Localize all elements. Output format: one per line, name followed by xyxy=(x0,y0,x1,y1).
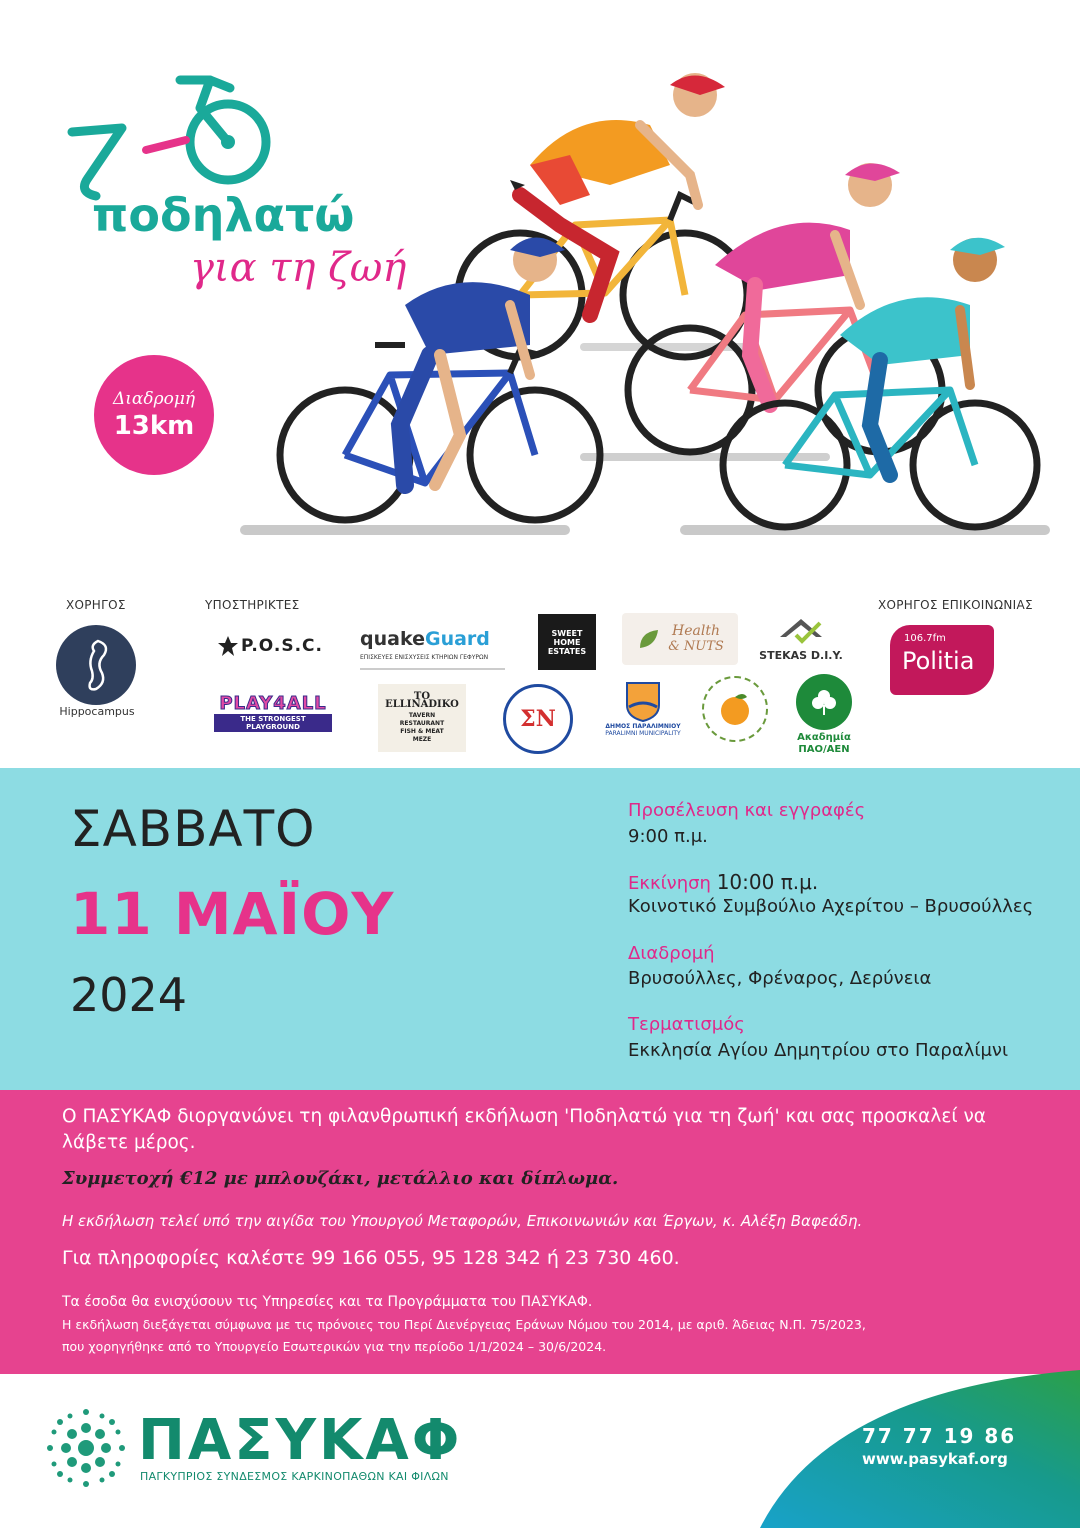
hippocampus-label: Hippocampus xyxy=(59,705,135,718)
paralimni-municipality-logo xyxy=(598,675,688,743)
ellinadiko-line-3: FISH & MEAT xyxy=(400,727,444,735)
event-date: 11 ΜΑΪΟΥ xyxy=(70,880,395,948)
footer-website-link[interactable]: www.pasykaf.org xyxy=(862,1450,1008,1468)
legal-note-1: Η εκδήλωση διεξάγεται σύμφωνα με τις πρόνοιες του Περί Διενέργειας Εράνων Νόμου του 2014, με αριθ. Άδειας Ν.Π. 75/2023, xyxy=(62,1317,866,1332)
route-badge-label: Διαδρομή xyxy=(112,389,196,409)
shamrock-icon xyxy=(809,687,839,717)
ellinadiko-line-1: TAVERN xyxy=(408,711,436,719)
event-intro: Ο ΠΑΣΥΚΑΦ διοργανώνει τη φιλανθρωπική εκδήλωση 'Ποδηλατώ για τη ζωή' και σας προσκαλεί να λάβετε μέρος. xyxy=(62,1106,986,1153)
house-icon xyxy=(776,617,826,649)
pao-line-2: ΠΑΟ/ΑΕΝ xyxy=(798,744,850,755)
auspices-note: Η εκδήλωση τελεί υπό την αιγίδα του Υπουργού Μεταφορών, Επικοινωνιών και Έργων, κ. Αλέξη Βαφεάδη. xyxy=(62,1212,863,1230)
pao-academy-logo xyxy=(796,674,852,730)
orange-seal-logo xyxy=(702,676,768,742)
ellinadiko-logo xyxy=(378,684,466,752)
nuts-text: & NUTS xyxy=(668,639,724,654)
hippocampus-logo xyxy=(56,625,136,705)
logo-tagline: για τη ζωή xyxy=(190,245,407,291)
posc-text: P.O.S.C. xyxy=(241,636,323,656)
route-heading: Διαδρομή xyxy=(628,943,715,964)
start-time: 10:00 π.μ. xyxy=(716,870,819,894)
politia-logo xyxy=(890,625,994,695)
pasykaf-brand: ΠΑΣΥΚΑΦ xyxy=(138,1408,463,1473)
sweet-home-line-3: ESTATES xyxy=(547,646,587,656)
main-sponsor-label: ΧΟΡΗΓΟΣ xyxy=(66,598,126,612)
ellinadiko-line-4: MEZE xyxy=(412,735,432,743)
quakeguard-logo xyxy=(360,628,505,670)
star-icon xyxy=(217,635,239,657)
media-sponsor-label: ΧΟΡΗΓΟΣ ΕΠΙΚΟΙΝΩΝΙΑΣ xyxy=(878,598,1033,612)
finish-location: Εκκλησία Αγίου Δημητρίου στο Παραλίμνι xyxy=(628,1040,1009,1061)
pasykaf-full-name: ΠΑΓΚΥΠΡΙΟΣ ΣΥΝΔΕΣΜΟΣ ΚΑΡΚΙΝΟΠΑΘΩΝ ΚΑΙ ΦΙΛΩΝ xyxy=(140,1470,449,1483)
quakeguard-text-b: Guard xyxy=(424,628,490,650)
play4all-logo xyxy=(214,690,332,734)
legal-note-2: που χορηγήθηκε από το Υπουργείο Εσωτερικών για την περίοδο 1/1/2024 – 30/6/2024. xyxy=(62,1339,607,1354)
stekas-text: STEKAS D.I.Y. xyxy=(759,648,843,662)
arrival-heading: Προσέλευση και εγγραφές xyxy=(628,800,866,821)
posc-logo xyxy=(210,628,330,664)
event-day: ΣΑΒΒΑΤΟ xyxy=(70,800,316,858)
health-text: Health xyxy=(672,623,720,639)
supporters-label: ΥΠΟΣΤΗΡΙΚΤΕΣ xyxy=(205,598,300,612)
route-villages: Βρυσούλλες, Φρέναρος, Δερύνεια xyxy=(628,968,932,989)
pasykaf-emblem-icon xyxy=(40,1402,132,1494)
pao-academy-label xyxy=(788,732,860,756)
route-badge-distance: 13km xyxy=(113,411,195,441)
sn-club-text: ΣΝ xyxy=(520,706,556,732)
rider-blue xyxy=(280,238,600,521)
pao-line-1: Ακαδημία xyxy=(797,732,851,743)
ellinadiko-line-2: RESTAURANT xyxy=(399,719,445,727)
sweet-home-line-1: SWEET xyxy=(551,628,583,638)
seahorse-icon xyxy=(76,637,116,693)
play4all-sub: THE STRONGEST PLAYGROUND xyxy=(214,714,332,732)
arrival-time: 9:00 π.μ. xyxy=(628,826,708,847)
cyclists-illustration xyxy=(230,55,1060,545)
paralimni-gr: ΔΗΜΟΣ ΠΑΡΑΛΙΜΝΙΟΥ xyxy=(605,723,681,730)
politia-text: Politia xyxy=(902,647,975,675)
paralimni-en: PARALIMNI MUNICIPALITY xyxy=(605,730,681,737)
quakeguard-sub: ΕΠΙΣΚΕΥΕΣ ΕΝΙΣΧΥΣΕΙΣ ΚΤΗΡΙΩΝ ΓΕΦΥΡΩΝ xyxy=(360,654,489,661)
municipal-crest-icon xyxy=(625,681,661,723)
leaf-icon xyxy=(636,626,662,652)
start-line xyxy=(628,870,818,894)
ellinadiko-name: TO ELLINADIKO xyxy=(385,690,459,710)
start-location: Κοινοτικό Συμβούλιο Αχερίτου – Βρυσούλλες xyxy=(628,896,1034,917)
footer-phone[interactable]: 77 77 19 86 xyxy=(862,1424,1017,1448)
route-distance-badge xyxy=(94,355,214,475)
finish-heading: Τερματισμός xyxy=(628,1014,745,1035)
footer-swoosh xyxy=(700,1370,1080,1528)
sn-club-logo xyxy=(503,684,573,754)
logo-wordmark: ποδηλατώ xyxy=(92,188,355,242)
sweet-home-line-2: HOME xyxy=(553,637,581,647)
orange-fruit-icon xyxy=(715,689,755,729)
sweet-home-estates-logo xyxy=(538,614,596,670)
health-nuts-logo xyxy=(622,613,738,665)
quakeguard-text-a: quake xyxy=(360,628,425,650)
event-year: 2024 xyxy=(70,968,188,1022)
participation-fee: Συμμετοχή €12 με μπλουζάκι, μετάλλιο και δίπλωμα. xyxy=(62,1168,619,1189)
info-phones: Για πληροφορίες καλέστε 99 166 055, 95 128 342 ή 23 730 460. xyxy=(62,1247,680,1269)
politia-frequency: 106.7fm xyxy=(904,633,946,644)
play4all-text: PLAY4ALL xyxy=(219,692,327,714)
stekas-logo xyxy=(756,612,846,666)
hero xyxy=(0,0,1080,580)
proceeds-note: Τα έσοδα θα ενισχύσουν τις Υπηρεσίες και τα Προγράμματα του ΠΑΣΥΚΑΦ. xyxy=(62,1294,593,1310)
start-heading: Εκκίνηση xyxy=(628,873,711,894)
